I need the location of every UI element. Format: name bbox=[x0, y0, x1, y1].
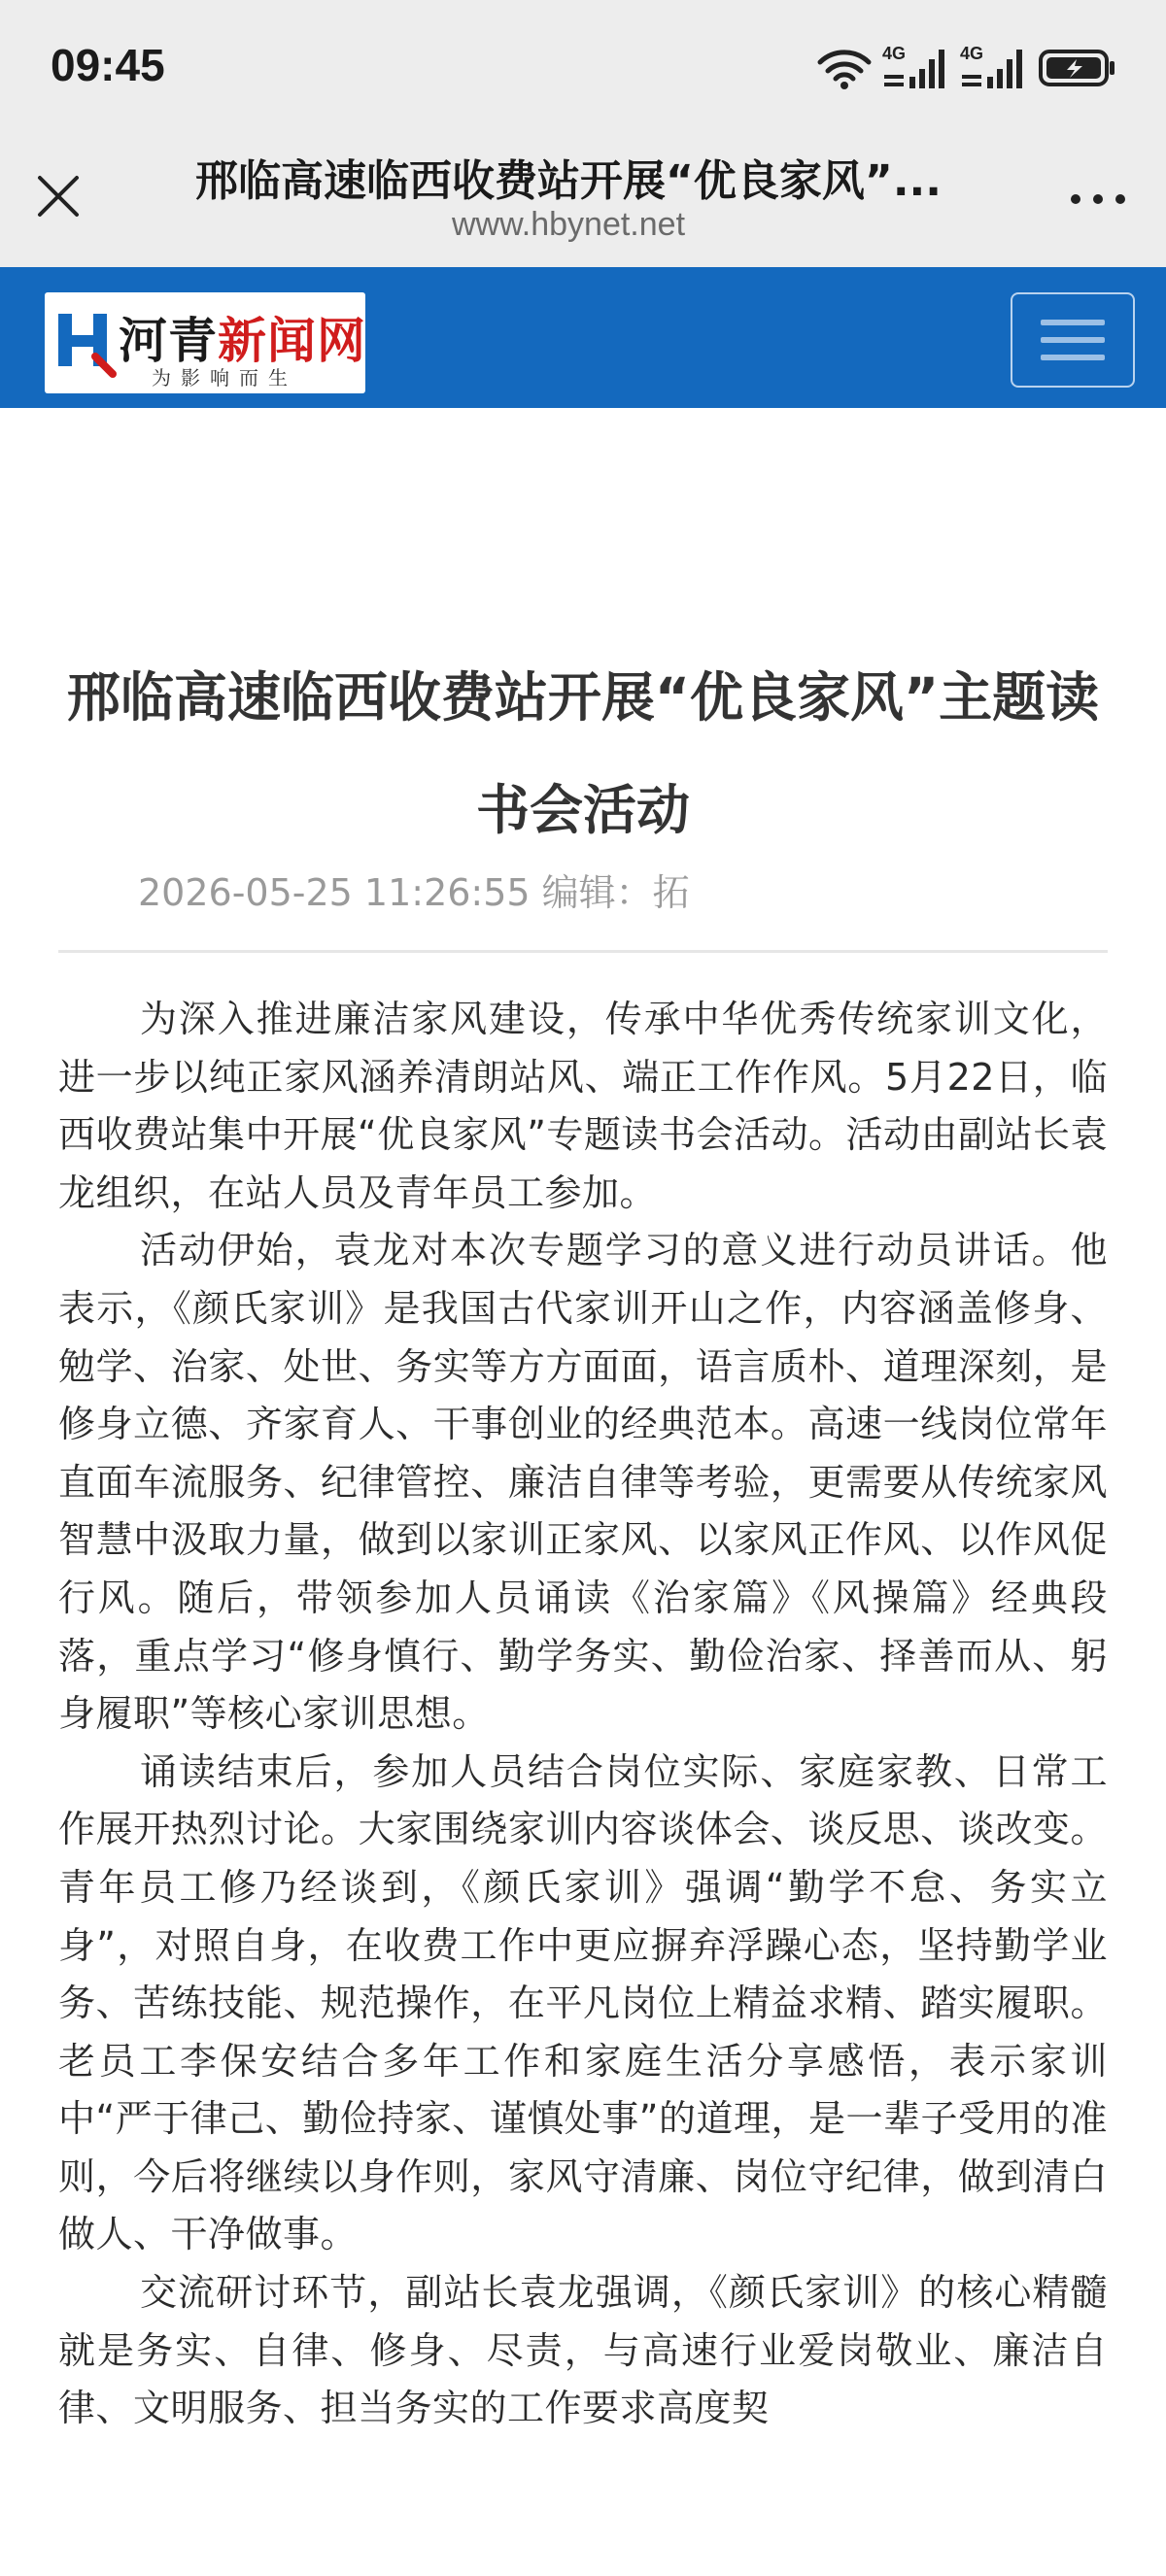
site-logo[interactable] bbox=[45, 292, 365, 393]
site-navbar bbox=[0, 267, 1166, 408]
battery-charging-icon bbox=[1038, 48, 1117, 88]
more-button[interactable] bbox=[1059, 175, 1137, 223]
close-button[interactable] bbox=[27, 165, 89, 227]
signal-4g-icon bbox=[960, 44, 1028, 92]
menu-toggle-button[interactable] bbox=[1011, 292, 1135, 388]
network-type-label: 4G bbox=[882, 44, 907, 63]
network-type-label: 4G bbox=[960, 44, 984, 63]
article-paragraph: 活动伊始，袁龙对本次专题学习的意义进行动员讲话。他表示，《颜氏家训》是我国古代家训开山之作，内容涵盖修身、勉学、治家、处世、务实等方方面面，语言质朴、道理深刻，是修身立德、齐家育人、干事创业的经典范本。高速一线岗位常年直面车流服务、纪律管控、廉洁自律等考验，更需要从传统家风智慧中汲取力量，做到以家训正家风、以家风正作风、以作风促行风。随后，带领参加人员诵读《治家篇》《风操篇》经典段落，重点学习“修身慎行、勤学务实、勤俭治家、择善而从、躬身履职”等核心家训思想。 bbox=[58, 1229, 1108, 1736]
browser-header bbox=[0, 136, 1166, 267]
article-meta: 2026-05-25 11:26:55 编辑：拓 bbox=[138, 871, 690, 914]
wifi-icon bbox=[816, 47, 873, 89]
logo-name-part1: 河青 bbox=[119, 313, 218, 369]
status-icons bbox=[816, 39, 1117, 97]
page-title: 邢临高速临西收费站开展“优良家风”... bbox=[195, 156, 942, 206]
article-paragraph: 交流研讨环节，副站长袁龙强调，《颜氏家训》的核心精髓就是务实、自律、修身、尽责，与高速行业爱岗敬业、廉洁自律、文明服务、担当务实的工作要求高度契 bbox=[58, 2271, 1108, 2430]
close-icon bbox=[36, 174, 81, 219]
status-bar bbox=[0, 0, 1166, 136]
more-icon bbox=[1069, 192, 1127, 206]
page-url: www.hbynet.net bbox=[451, 206, 686, 243]
article-body bbox=[58, 991, 1108, 2438]
logo-mark-icon bbox=[52, 308, 117, 378]
article-title: 邢临高速临西收费站开展“优良家风”主题读书会活动 bbox=[66, 666, 1100, 841]
signal-4g-icon bbox=[882, 44, 950, 92]
article-paragraph: 为深入推进廉洁家风建设，传承中华优秀传统家训文化，进一步以纯正家风涵养清朗站风、端正工作作风。5月22日，临西收费站集中开展“优良家风”专题读书会活动。活动由副站长袁龙组织，在站人员及青年员工参加。 bbox=[58, 998, 1108, 1214]
hamburger-menu-icon bbox=[1041, 320, 1105, 325]
hamburger-menu-icon bbox=[1041, 337, 1105, 343]
status-time: 09:45 bbox=[51, 40, 165, 90]
logo-name-part2: 新闻网 bbox=[218, 313, 366, 369]
divider bbox=[58, 950, 1108, 953]
article-paragraph: 诵读结束后，参加人员结合岗位实际、家庭家教、日常工作展开热烈讨论。大家围绕家训内容谈体会、谈反思、谈改变。青年员工修乃经谈到，《颜氏家训》强调“勤学不怠、务实立身”，对照自身，在收费工作中更应摒弃浮躁心态，坚持勤学业务、苦练技能、规范操作，在平凡岗位上精益求精、踏实履职。老员工李保安结合多年工作和家庭生活分享感悟，表示家训中“严于律己、勤俭持家、谨慎处事”的道理，是一辈子受用的准则，今后将继续以身作则，家风守清廉、岗位守纪律，做到清白做人、干净做事。 bbox=[58, 1749, 1108, 2256]
hamburger-menu-icon bbox=[1041, 355, 1105, 360]
logo-slogan: 为影响而生 bbox=[152, 366, 297, 390]
